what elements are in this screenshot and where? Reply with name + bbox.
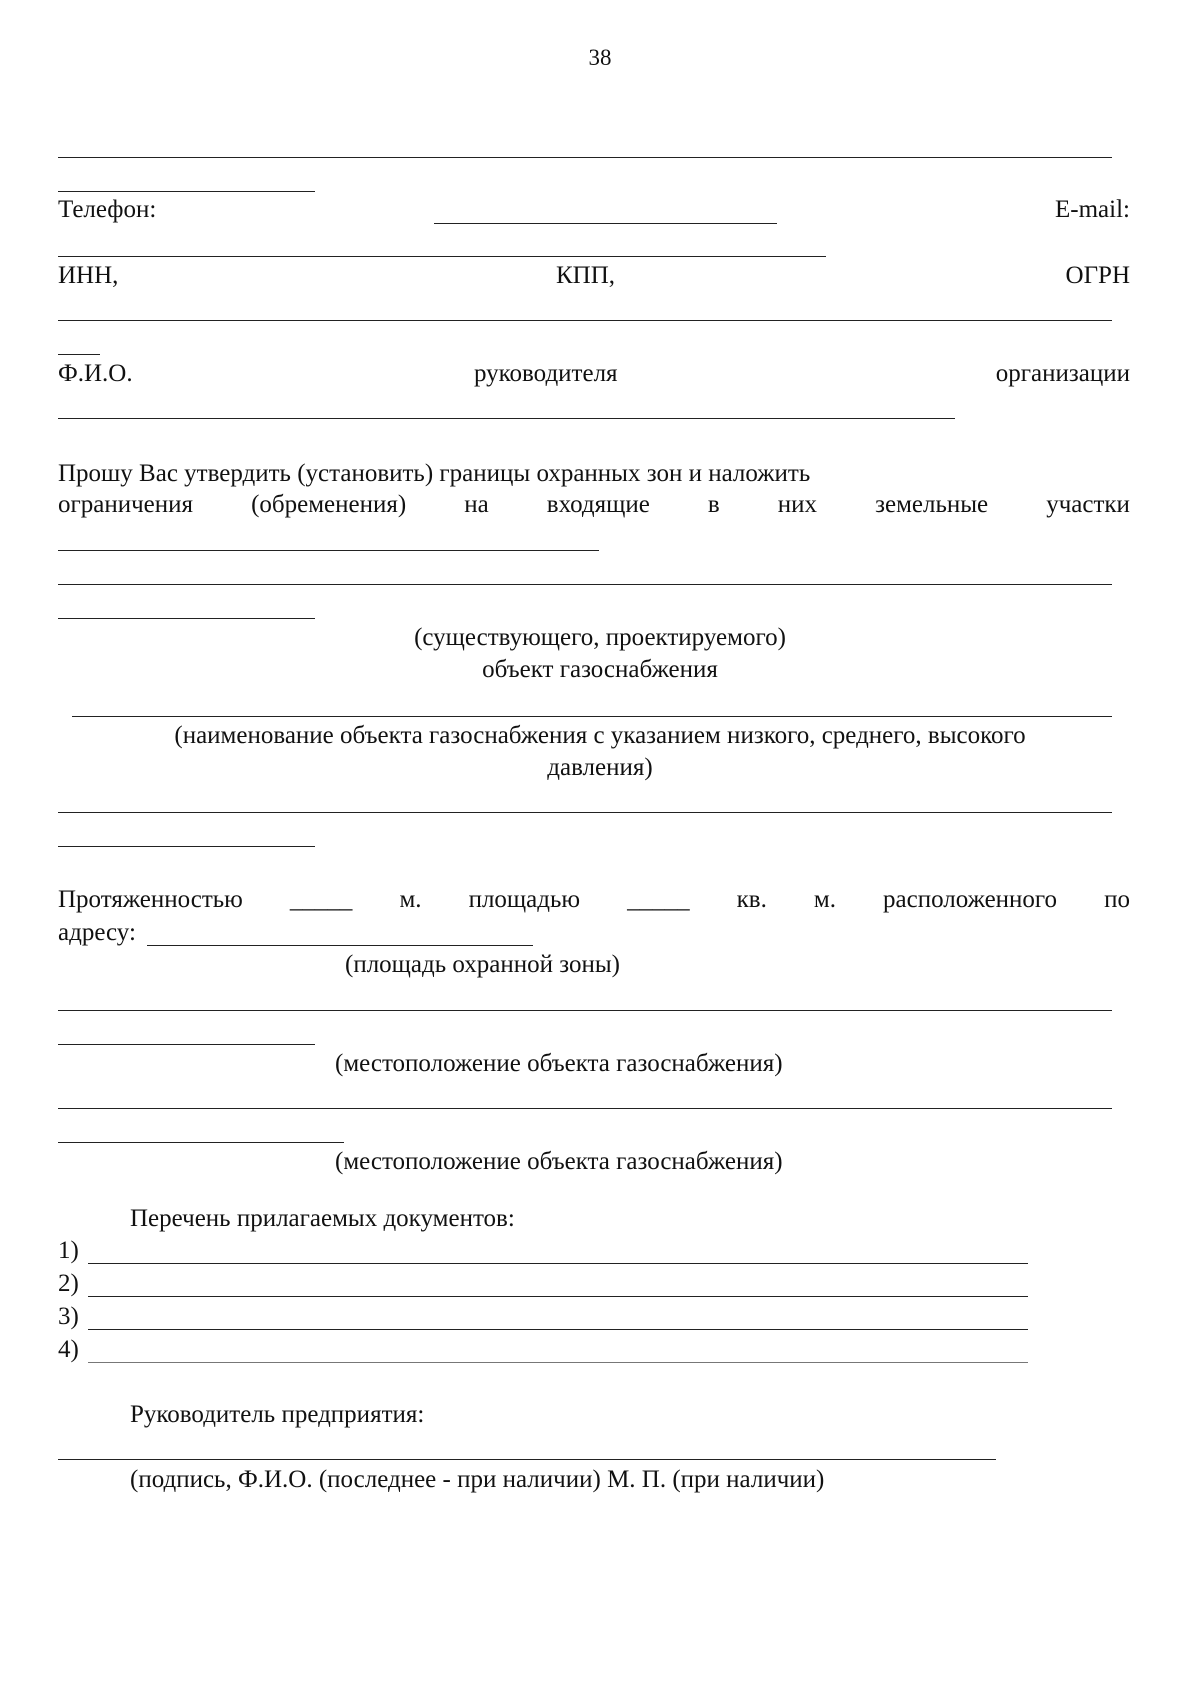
area-label: площадью: [468, 886, 581, 913]
request-word: в: [707, 491, 720, 518]
email-label: E-mail:: [1055, 196, 1130, 223]
org-name-line[interactable]: [58, 157, 1112, 158]
documents-title: Перечень прилагаемых документов:: [130, 1205, 515, 1232]
fio-label: Ф.И.О.: [58, 360, 133, 387]
signature-hint: (подпись, Ф.И.О. (последнее - при наличии) М. П. (при наличии): [130, 1466, 825, 1493]
document-item-1: 1): [58, 1237, 79, 1264]
extent-label: Протяженностью: [58, 886, 243, 913]
phone-field-line[interactable]: [434, 223, 777, 224]
ogrn-label: ОГРН: [1065, 262, 1130, 289]
length-field[interactable]: _____: [289, 886, 353, 913]
location-line-1-cont[interactable]: [58, 1044, 315, 1045]
document-item-3: 3): [58, 1303, 79, 1330]
document-line-3[interactable]: [88, 1329, 1028, 1330]
object-name-line-2[interactable]: [58, 812, 1112, 813]
extent-line: [58, 887, 1130, 912]
request-word: на: [464, 491, 489, 518]
land-plots-line-3[interactable]: [58, 618, 315, 619]
requisites-line[interactable]: [58, 320, 1112, 321]
requisites-line-cont[interactable]: [58, 354, 100, 355]
org-name-line-cont[interactable]: [58, 191, 315, 192]
land-plots-line-2[interactable]: [58, 584, 1112, 585]
object-name-line-3[interactable]: [58, 846, 315, 847]
request-word: участки: [1046, 491, 1130, 518]
head-word: руководителя: [474, 360, 618, 387]
object-caption: объект газоснабжения: [482, 656, 718, 683]
location-hint-2: (местоположение объекта газоснабжения): [335, 1148, 783, 1175]
by-label: по: [1104, 886, 1130, 913]
document-line-1[interactable]: [88, 1263, 1028, 1264]
area-field[interactable]: _____: [627, 886, 690, 913]
request-line-1: Прошу Вас утвердить (установить) границы охранных зон и наложить: [58, 460, 811, 487]
sq-unit: кв.: [736, 886, 767, 913]
phone-label: Телефон:: [58, 196, 157, 223]
object-name-line[interactable]: [72, 716, 1112, 717]
address-field-line[interactable]: [147, 945, 533, 946]
document-line-4[interactable]: [88, 1362, 1028, 1363]
kpp-label: КПП,: [556, 262, 616, 289]
document-line-2[interactable]: [88, 1296, 1028, 1297]
request-word: них: [777, 491, 818, 518]
document-item-4: 4): [58, 1336, 79, 1363]
page-number: 38: [588, 45, 612, 70]
request-line-2: [58, 492, 1130, 517]
request-word: (обременения): [251, 491, 407, 518]
location-line-2-cont[interactable]: [58, 1142, 344, 1143]
signature-line[interactable]: [58, 1459, 996, 1460]
head-fio-line[interactable]: [58, 418, 955, 419]
document-item-2: 2): [58, 1270, 79, 1297]
request-word: земельные: [875, 491, 989, 518]
email-field-line[interactable]: [58, 256, 826, 257]
meters-unit-2: м.: [813, 886, 836, 913]
location-line-2[interactable]: [58, 1108, 1112, 1109]
located-label: расположенного: [883, 886, 1058, 913]
organization-word: организации: [995, 360, 1130, 387]
existing-caption: (существующего, проектируемого): [414, 624, 786, 651]
address-label: адресу:: [58, 919, 136, 946]
location-hint-1: (местоположение объекта газоснабжения): [335, 1050, 783, 1077]
land-plots-line[interactable]: [58, 550, 599, 551]
area-hint: (площадь охранной зоны): [345, 951, 620, 978]
signature-title: Руководитель предприятия:: [130, 1401, 425, 1428]
request-word: ограничения: [58, 491, 194, 518]
object-name-hint-2: давления): [547, 754, 653, 781]
meters-unit: м.: [399, 886, 422, 913]
request-word: входящие: [546, 491, 650, 518]
location-line-1[interactable]: [58, 1010, 1112, 1011]
object-name-hint-1: (наименование объекта газоснабжения с указанием низкого, среднего, высокого: [174, 722, 1026, 749]
inn-label: ИНН,: [58, 262, 119, 289]
